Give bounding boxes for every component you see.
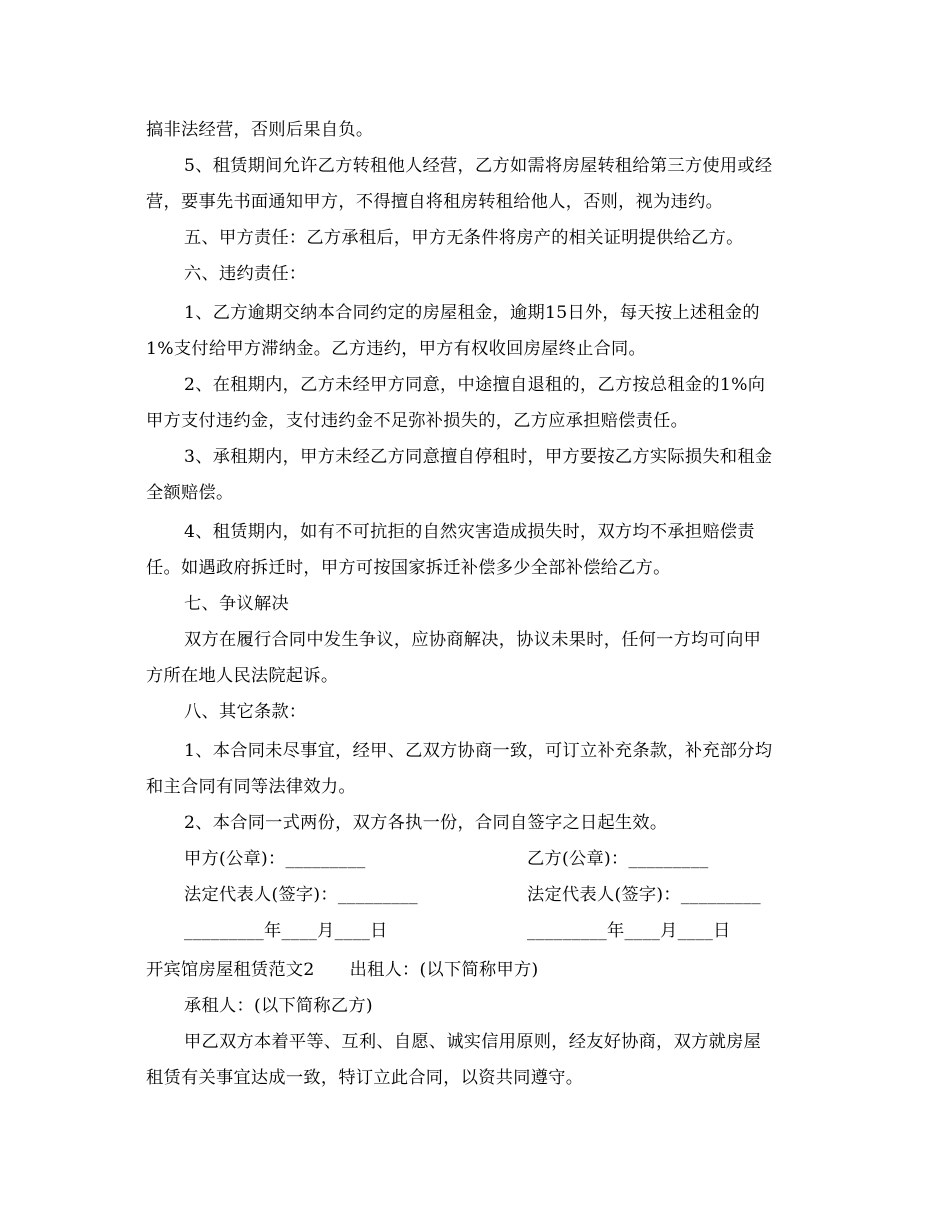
paragraph-line: 任。如遇政府拆迁时，甲方可按国家拆迁补偿多少全部补偿给乙方。 [146, 558, 671, 578]
paragraph-line: 2、在租期内，乙方未经甲方同意，中途擅自退租的，乙方按总租金的1%向 [184, 375, 766, 395]
paragraph-line: 全额赔偿。 [146, 483, 234, 503]
paragraph-line: 1、乙方逾期交纳本合同约定的房屋租金，逾期15日外，每天按上述租金的 [184, 303, 760, 323]
party-a-date-field: _________年____月____日 [184, 921, 388, 941]
section-heading: 六、违约责任： [184, 264, 307, 284]
party-b-seal-field: 乙方(公章)：_________ [527, 849, 709, 869]
section-heading: 五、甲方责任：乙方承租后，甲方无条件将房产的相关证明提供给乙方。 [184, 228, 744, 248]
paragraph-line: 方所在地人民法院起诉。 [146, 666, 339, 686]
paragraph-line: 1%支付给甲方滞纳金。乙方违约，甲方有权收回房屋终止合同。 [146, 339, 647, 359]
document-title-line: 开宾馆房屋租赁范文2 出租人：(以下简称甲方) [146, 960, 539, 980]
party-a-seal-field: 甲方(公章)：_________ [184, 849, 366, 869]
paragraph-line: 4、租赁期内，如有不可抗拒的自然灾害造成损失时，双方均不承担赔偿责 [184, 522, 755, 542]
party-b-date-field: _________年____月____日 [527, 921, 731, 941]
paragraph-line: 营，要事先书面通知甲方，不得擅自将租房转租给他人，否则，视为违约。 [146, 192, 724, 212]
paragraph-line: 2、本合同一式两份，双方各执一份，合同自签字之日起生效。 [184, 813, 668, 833]
paragraph-line: 1、本合同未尽事宜，经甲、乙双方协商一致，可订立补充条款，补充部分均 [184, 741, 773, 761]
section-heading: 八、其它条款： [184, 702, 307, 722]
paragraph-line: 双方在履行合同中发生争议，应协商解决，协议未果时，任何一方均可向甲 [184, 630, 762, 650]
section-heading: 七、争议解决 [184, 594, 289, 614]
paragraph-line: 搞非法经营，否则后果自负。 [146, 120, 374, 140]
paragraph-line: 3、承租期内，甲方未经乙方同意擅自停租时，甲方要按乙方实际损失和租金 [184, 447, 773, 467]
paragraph-line: 甲方支付违约金，支付违约金不足弥补损失的，乙方应承担赔偿责任。 [146, 411, 689, 431]
party-a-representative-field: 法定代表人(签字)：_________ [184, 885, 418, 905]
paragraph-line: 承租人：(以下简称乙方) [184, 996, 373, 1016]
paragraph-line: 5、租赁期间允许乙方转租他人经营，乙方如需将房屋转租给第三方使用或经 [184, 156, 773, 176]
party-b-representative-field: 法定代表人(签字)：_________ [527, 885, 761, 905]
paragraph-line: 租赁有关事宜达成一致，特订立此合同，以资共同遵守。 [146, 1068, 584, 1088]
paragraph-line: 和主合同有同等法律效力。 [146, 777, 356, 797]
paragraph-line: 甲乙双方本着平等、互利、自愿、诚实信用原则，经友好协商，双方就房屋 [184, 1032, 762, 1052]
